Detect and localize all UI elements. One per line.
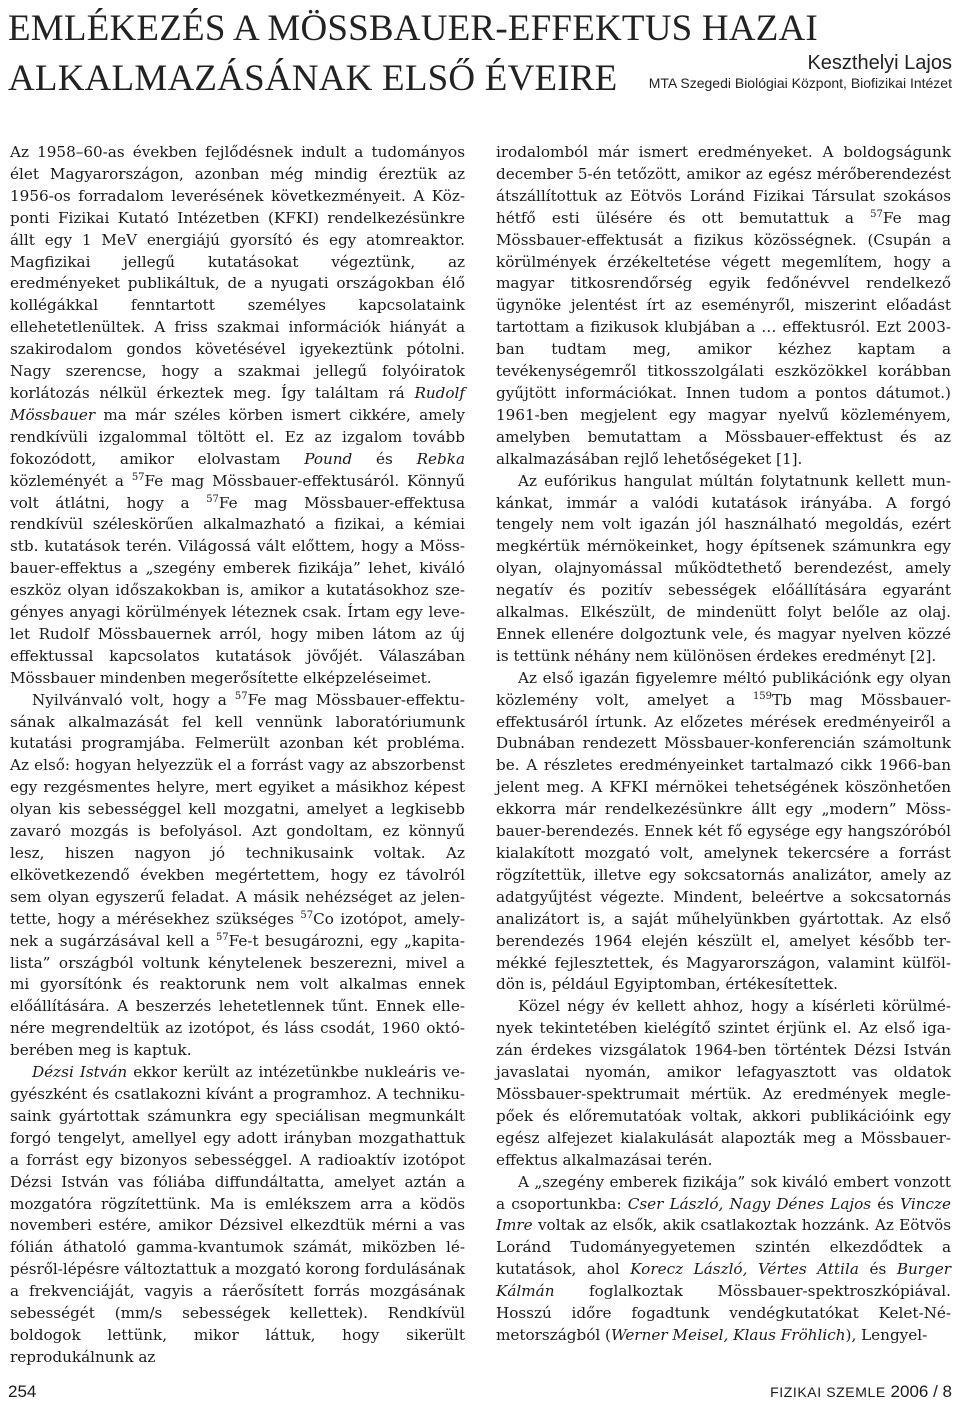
author-block [649, 52, 952, 92]
isotope-mass-number: 159 [752, 690, 773, 702]
page-footer [8, 1382, 952, 1406]
author-name: Keszthelyi Lajos [807, 52, 952, 74]
left-paragraph-3: Dézsi István ekkor került az intézetünkbe nukleáris vegyészként és csatlakozni kívánt a programhoz. A technikusaink gyártottak számunkra egy speciálisan megmunkált forgó tengelyt, amellyel egy adott irányban mozgathattuk a forrást egy bizonyos sebességgel. A radioaktív izotópot Dézsi István vas fóliába diffundáltatta, amelyet aztán a mozgatóra rögzítettünk. Ma is emlékszem arra a ködös novemberi estére, amikor Dézsivel elkezdtük mérni a vas fólián áthatoló gamma-kvantumok számát, miközben lépésről-lépésre változtattuk a mozgató korong fordulásának a frekvenciáját, vagyis a ráerősített forrás mozgásának sebességét (mm/s sebességek kellettek). Rendkívül boldogok lettünk, mikor láttuk, hogy sikerült reprodukálnunk az [10, 1063, 465, 1366]
right-paragraph-2: Az eufórikus hangulat múltán folytatnunk kellett munkánkat, immár a valódi kutatások irányába. A forgó tengely nem volt igazán jól használható megoldás, ezért megkértük mérnökeinket, hogy építsenek számunkra egy olyan, olajnyomással működtethető berendezést, amely negatív és pozitív sebességek előállítására egyaránt alkalmas. Elkészült, de mindenütt folyt belőle az olaj. Ennek ellenére dolgoztunk vele, és magyar nyelven közzé is tettünk néhány nem különösen érdekes eredményt [2]. [496, 471, 951, 665]
right-paragraph-3: Az első igazán figyelemre méltó publikációnk egy olyan közlemény volt, amelyet a $^{159}$Tb mag Mössbauer-effektusáról írtunk. Az előzetes mérések eredményeiről a Dubnában rendezett Mössbauer-konferencián számoltunk be. A részletes eredményeinket tartalmazó cikk 1966-ban jelent meg. A KFKI mérnökei tehetségének köszönhetően ekkorra már rendelkezésünkre állt egy „modern” Mössbauer-berendezés. Ennek két fő egysége egy hangszóróból kialakított mozgató volt, amelynek tekercsére a forrást rögzítettük, illetve egy sokcsatornás analizátor, amely az adatgyűjtést végezte. Mindent, beleértve a sokcsatornás analizátort is, a saját műhelyünkben gyártottak. Az első berendezés 1964 elején készült el, amelyet később termékké fejlesztettek, és Magyarországon, valamint külföldön is, például Egyiptomban, értékesítettek. [496, 668, 952, 994]
page-number: 254 [8, 1382, 37, 1401]
right-paragraph-4: Közel négy év kellett ahhoz, hogy a kísérleti körülmények tekintetében kielégítő szintet érjünk el. Az első igazán érdekes vizsgálatok 1964-ben történtek Dézsi István javaslatai nyomán, amikor lefagyasztott vas oldatok Mössbauer-spektrumait mértük. Az eredmények meglepőek és előremutatóak voltak, akkori publikációink egy egész alfejezet kialakulását alapozták meg a Mössbauer-effektus alkalmazásai terén. [496, 997, 951, 1169]
person-name: Rebka [416, 449, 465, 468]
left-paragraph-2: Nyilvánvaló volt, hogy a $^{57}$Fe mag Mössbauer-effektusának alkalmazását fel kell vennünk laboratóriumunk kutatási programjába. Felmerült azonban két probléma. Az első: hogyan helyezzük el a forrást vagy az abszorbenst egy rezgésmentes helyre, mert egyiket a másikhoz képest olyan kis sebességgel kell mozgatni, amelyet a legkisebb zavaró mozgás is befolyásol. Azt gondoltam, ez könnyű lesz, hiszen nagyon jó technikusaink voltak. Az elkövetkezendő években megértettem, hogy ez távolról sem olyan egyszerű feladat. A másik nehézséget az jelentette, hogy a mérésekhez szükséges $^{57}$Co izotópot, amelynek a sugárzásával kell a $^{57}$Fe-t besugározni, egy „kapitalista” országból voltunk kénytelenek beszerezni, mivel a mi gyorsítónk és reaktorunk nem volt alkalmas ennek előállítására. A beszerzés lehetetlennek tűnt. Ennek ellenére megrendeltük az izotópot, és láss csodát, 1960 októberében meg is kaptuk. [10, 690, 465, 1060]
person-names: Burger Kálmán [496, 1260, 951, 1301]
title-line-1: EMLÉKEZÉS A MÖSSBAUER-EFFEKTUS HAZAI [8, 8, 818, 49]
person-names: Cser László, Nagy Dénes Lajos [627, 1194, 872, 1213]
right-paragraph-5: A „szegény emberek fizikája” sok kiváló embert vonzott a csoportunkba: Cser László, Nagy Dénes Lajos és Vincze Imre voltak az elsők, akik csatlakoztak hozzánk. Az Eötvös Loránd Tudományegyetemen szintén elkezdődtek a kutatások, ahol Korecz László, Vértes Attila és Burger Kálmán foglalkoztak Mössbauer-spektroszkópiával. Hosszú időre fogadtunk vendégkutatókat Kelet-Németországból (Werner Meisel, Klaus Fröhlich), Lengyel- [496, 1172, 951, 1344]
issue-number: 2006 / 8 [885, 1382, 952, 1401]
person-name: Rudolf Mössbauer [10, 383, 465, 424]
author-affiliation: MTA Szegedi Biológiai Központ, Biofizikai Intézet [648, 75, 952, 91]
left-paragraph-1: Az 1958–60-as években fejlődésnek indult a tudományos élet Magyarországon, azonban még mindig éreztük az 1956-os forradalom leverésének következményeit. A Központi Fizikai Kutató Intézetben (KFKI) rendelkezésünkre állt egy 1 MeV energiájú gyorsító és egy atomreaktor. Magfizikai jellegű kutatásokat végeztünk, az eredményeket publikáltuk, de a nyugati országokban élő kollégákkal fenntartott személyes kapcsolataink ellehetetlenültek. A friss szakmai információk hiányát a szakirodalom gondos követésével igyekeztünk pótolni. Nagy szerencse, hogy a szakmai jellegű folyóiratok korlátozás nélkül érkeztek meg. Így találtam rá Rudolf Mössbauer ma már széles körben ismert cikkére, amely rendkívüli izgalommal töltött el. Ez az izgalom tovább fokozódott, amikor elolvastam Pound és Rebka közleményét a $^{57}$Fe mag Mössbauer-effektusáról. Könnyű volt átlátni, hogy a $^{57}$Fe mag Mössbauer-effektusa rendkívül széleskörűen alkalmazható a fizikai, a kémiai stb. kutatások terén. Világossá vált előttem, hogy a Mössbauer-effektus a „szegény emberek fizikája” lehet, kiváló eszköz olyan időszakokban is, amikor a kutatásokhoz szegényes anyagi körülmények léteznek csak. Írtam egy levelet Rudolf Mössbauernek arról, hogy miben látom az új effektussal kapcsolatos kutatások jövőjét. Válaszában Mössbauer mindenben megerősítette elképzeléseimet. [10, 143, 466, 687]
right-column [496, 142, 951, 1347]
left-column [10, 142, 465, 1369]
person-name: Pound [304, 449, 353, 468]
isotope-mass-number: 57 [234, 690, 248, 702]
person-names: Vincze Imre [496, 1194, 951, 1235]
isotope-mass-number: 57 [131, 471, 145, 483]
right-paragraph-1: irodalomból már ismert eredményeket. A boldogságunk december 5-én tetőzött, amikor az egész mérőberendezést átszállítottuk az Eötvös Loránd Fizikai Társulat szokásos hétfő esti ülésére és ott bemutattuk a $^{57}$Fe mag Mössbauer-effektusát a fizikus közösségnek. (Csupán a körülmények érzékeltetése végett megemlítem, hogy a magyar titkosrendőrség egyik fedőnévvel rendelkező ügynöke jelentést írt az eseményről, miszerint előadást tartottam a fizikusok klubjában a … effektusról. Ezt 2003-ban tudtam meg, amikor kézhez kaptam a tevékenységemről titkosszolgálati eszközökkel korábban gyűjtött információkat. Innen tudom a pontos dátumot.) 1961-ben megjelent egy magyar nyelvű közleményem, amelyben bemutattam a Mössbauer-effektust és az alkalmazásában rejlő lehetőségeket [1]. [496, 143, 952, 468]
journal-issue [770, 1382, 952, 1402]
person-name: Dézsi István [32, 1063, 128, 1082]
isotope-mass-number: 57 [870, 208, 883, 220]
person-names: Werner Meisel, Klaus Fröhlich [610, 1325, 846, 1344]
isotope-mass-number: 57 [300, 909, 314, 921]
isotope-mass-number: 57 [215, 931, 229, 943]
journal-name: FIZIKAI SZEMLE [770, 1384, 886, 1400]
title-line-2: ALKALMAZÁSÁNAK ELSŐ ÉVEIRE [8, 58, 618, 99]
person-names: Korecz László, Vértes Attila [630, 1260, 859, 1279]
isotope-mass-number: 57 [206, 493, 219, 505]
